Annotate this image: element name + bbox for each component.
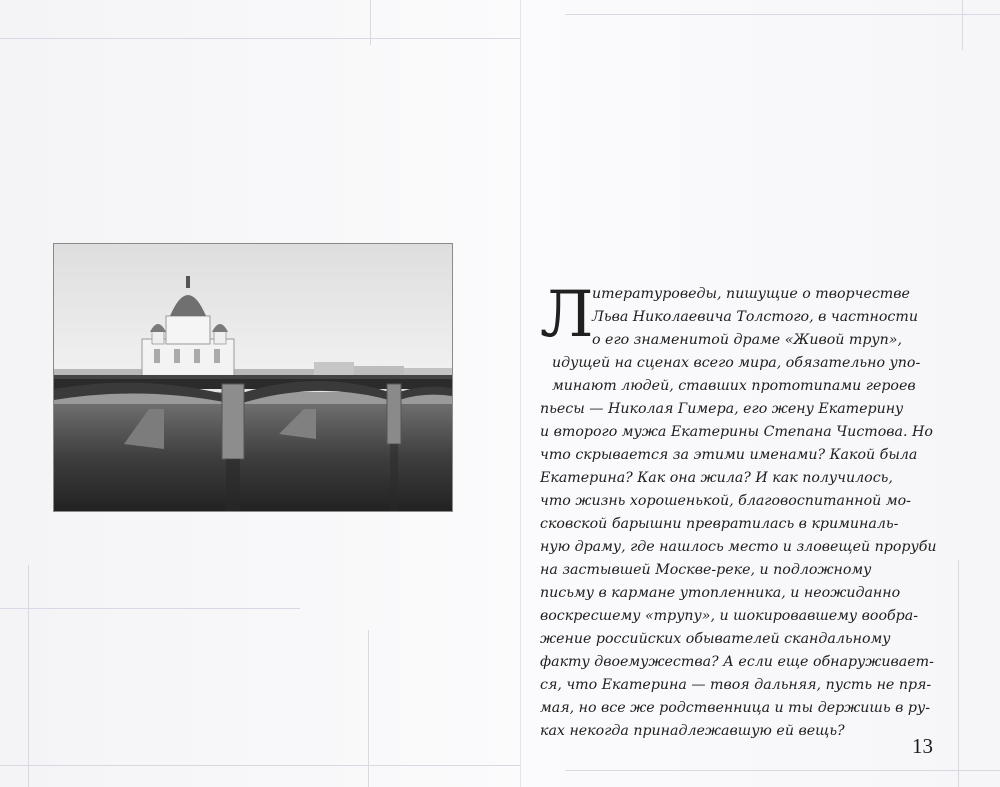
text-line: сковской барышни превратилась в криминаль- <box>540 516 899 532</box>
text-line: что жизнь хорошенькой, благовоспитанной мо- <box>540 493 911 509</box>
guide-line <box>0 608 300 609</box>
text-line: факту двоемужества? А если еще обнаруживает- <box>540 654 934 670</box>
text-line: что скрывается за этими именами? Какой была <box>540 447 918 463</box>
text-line: Льва Николаевича Толстого, в частности <box>592 309 918 325</box>
page-number: 13 <box>912 734 933 758</box>
cathedral-bridge-photo <box>53 243 453 512</box>
text-line: минают людей, ставших прототипами героев <box>552 378 916 394</box>
text-line: мая, но все же родственница и ты держишь в ру- <box>540 700 930 716</box>
guide-line <box>368 630 369 787</box>
text-line: ную драму, где нашлось место и зловещей проруби <box>540 539 937 555</box>
guide-line <box>958 560 959 787</box>
guide-line <box>0 38 520 39</box>
text-line: ся, что Екатерина — твоя дальняя, пусть не пря- <box>540 677 932 693</box>
text-line: пьесы — Николая Гимера, его жену Екатерину <box>540 401 904 417</box>
guide-line <box>0 765 520 766</box>
guide-line <box>370 0 371 45</box>
text-line: о его знаменитой драме «Живой труп», <box>592 332 902 348</box>
guide-line <box>565 14 1000 15</box>
text-line: Екатерина? Как она жила? И как получилось, <box>540 470 893 486</box>
drop-cap: Л <box>540 278 594 352</box>
text-line: воскресшему «трупу», и шокировавшему вообра- <box>540 608 918 624</box>
text-line: и второго мужа Екатерины Степана Чистова. Но <box>540 424 933 440</box>
page-fold <box>520 0 521 787</box>
text-line: итературоведы, пишущие о творчестве <box>592 286 910 302</box>
guide-line <box>962 0 963 50</box>
main-text <box>540 278 937 743</box>
text-line: идущей на сценах всего мира, обязательно упо- <box>552 355 921 371</box>
text-line: ках некогда принадлежавшую ей вещь? <box>540 723 845 739</box>
text-line: на застывшей Москве-реке, и подложному <box>540 562 872 578</box>
text-line: жение российских обывателей скандальному <box>540 631 891 647</box>
guide-line <box>28 565 29 787</box>
guide-line <box>565 770 1000 771</box>
text-line: письму в кармане утопленника, и неожиданно <box>540 585 901 601</box>
